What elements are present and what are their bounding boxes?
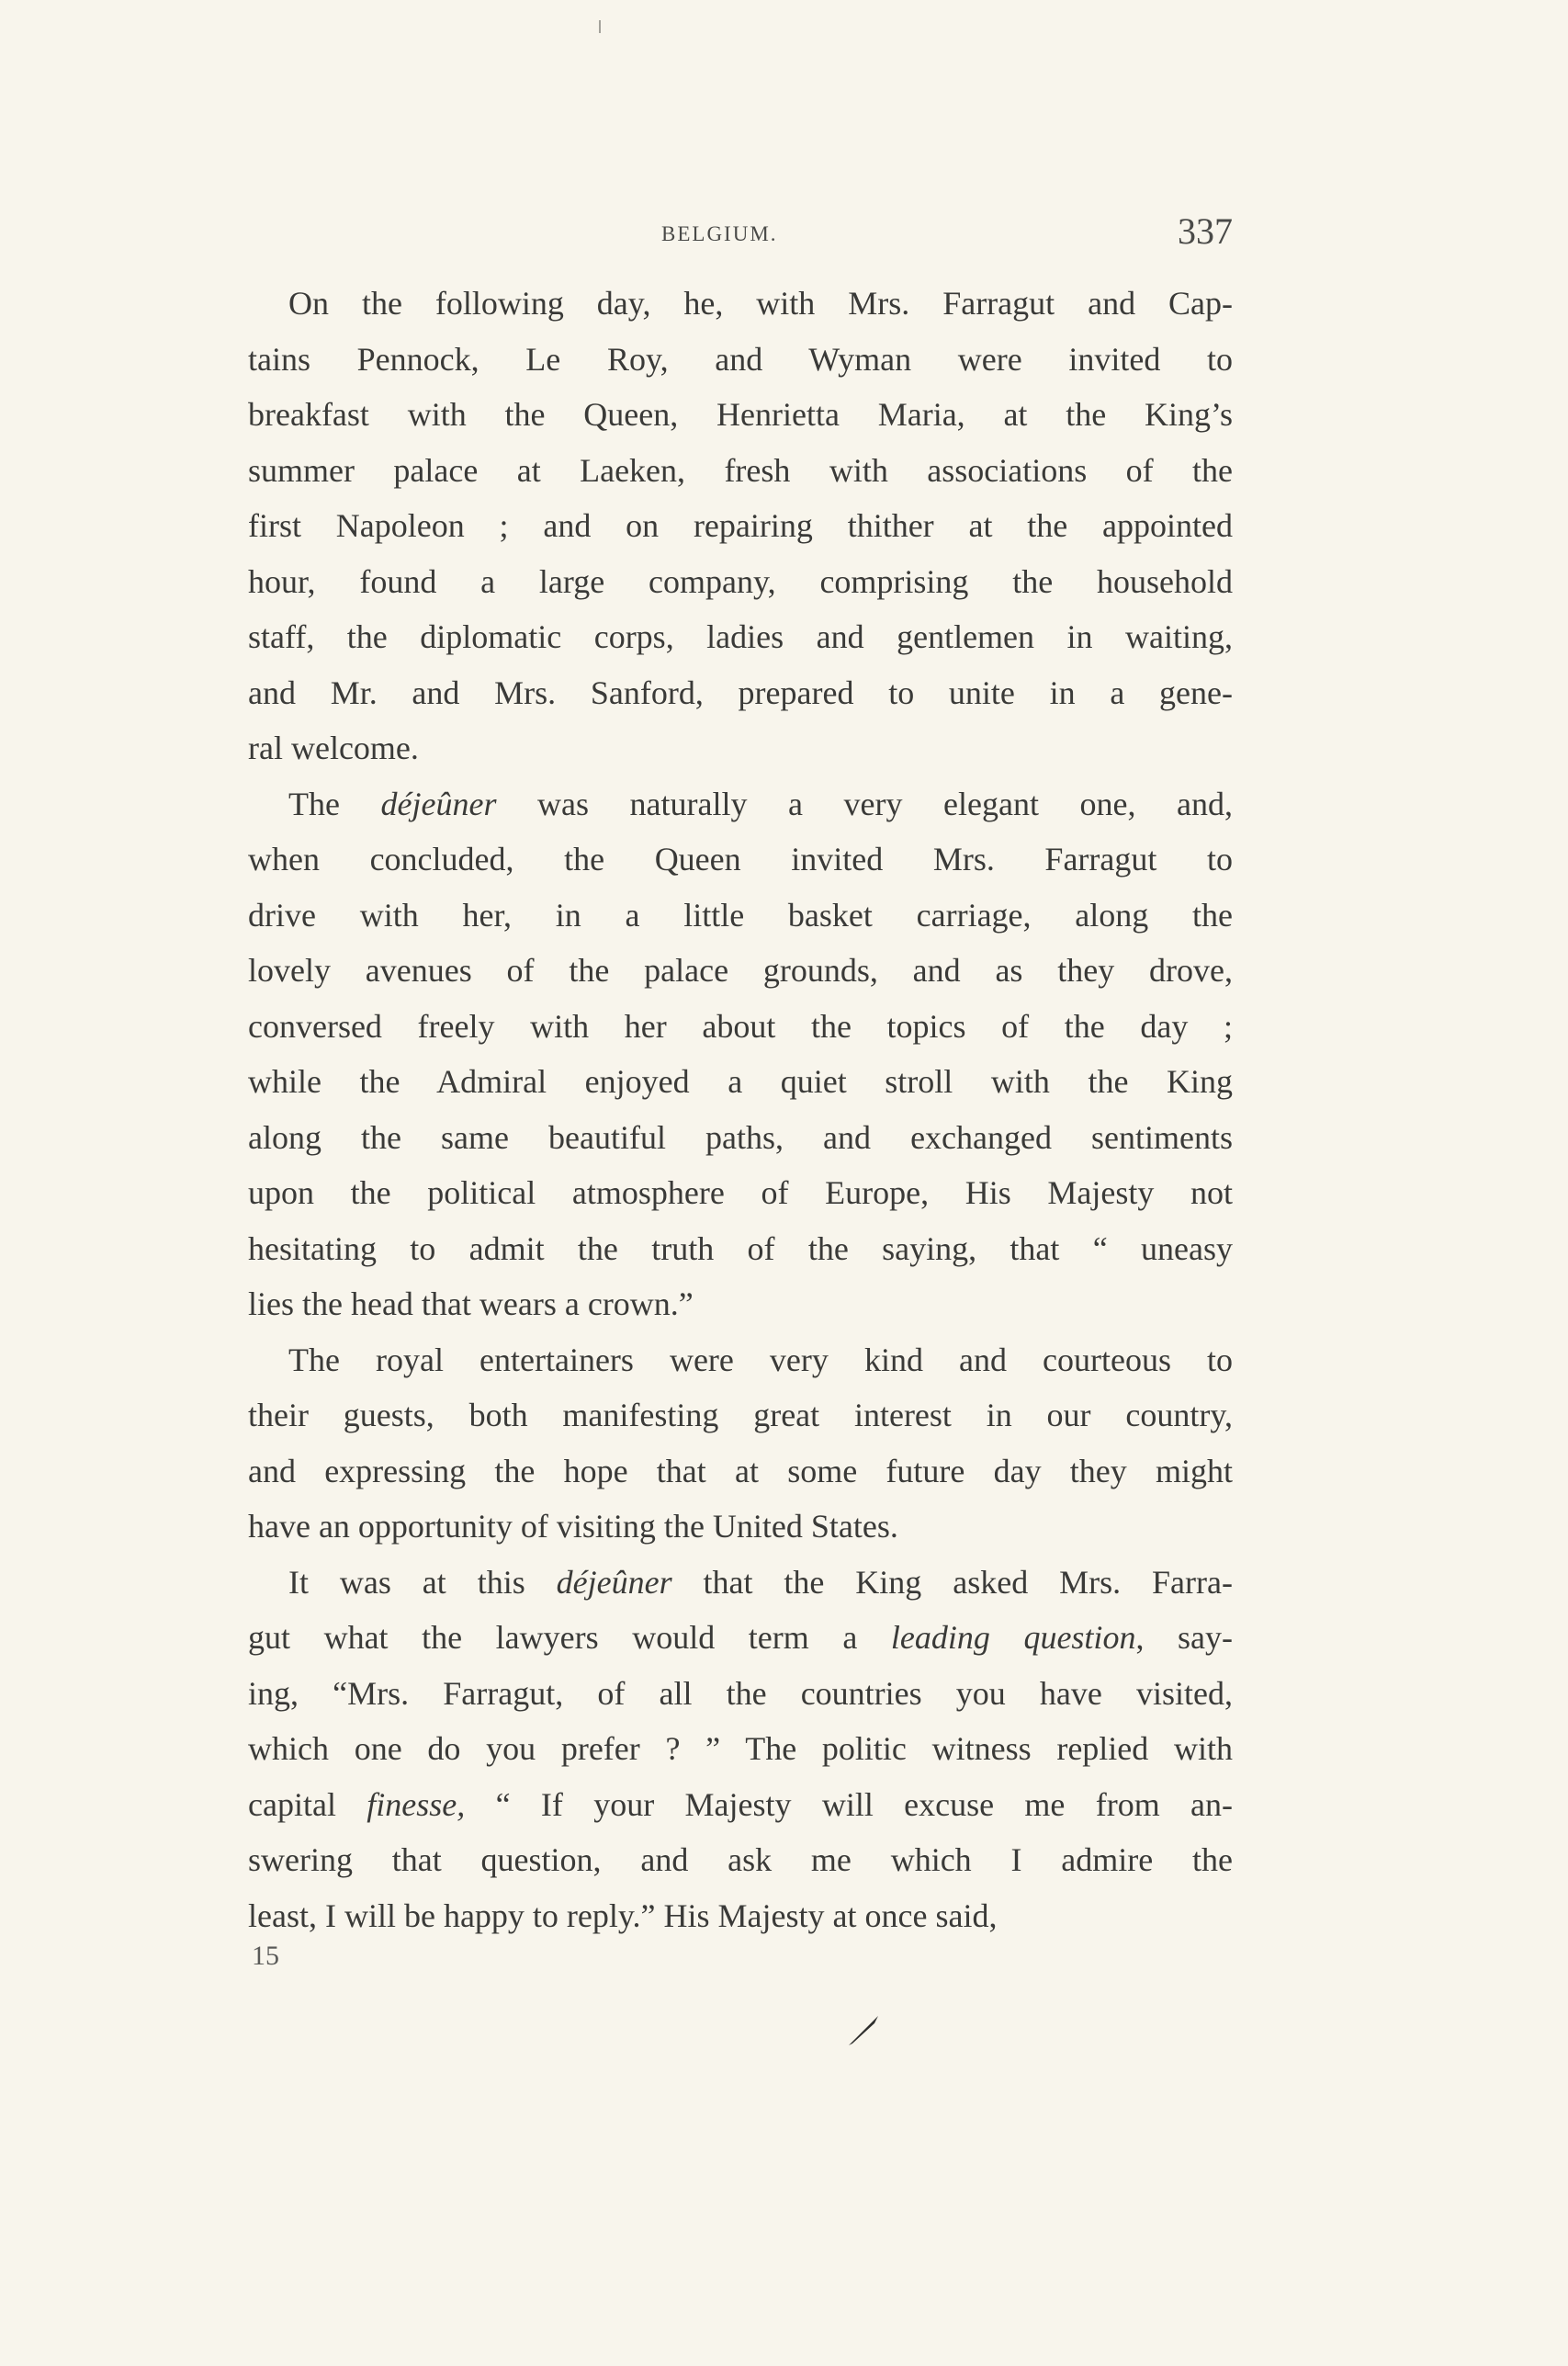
text-line: tains Pennock, Le Roy, and Wyman were invited to [248, 340, 1233, 378]
text-line: ral welcome. [248, 730, 419, 766]
pen-mark-icon [845, 2012, 882, 2049]
text-line: The royal entertainers were very kind and courteous to [288, 1341, 1233, 1378]
italic-text: leading question [890, 1619, 1136, 1656]
text-segment: that the King asked Mrs. Farra- [671, 1563, 1233, 1601]
text-line: hour, found a large company, comprising the household [248, 562, 1233, 600]
text-segment: The [288, 785, 381, 822]
ink-speck [599, 20, 601, 33]
text-line: upon the political atmosphere of Europe, His Majesty not [248, 1174, 1233, 1211]
text-segment: gut what the lawyers would term a [248, 1619, 891, 1656]
page-number: 337 [1178, 210, 1233, 252]
text-line: summer palace at Laeken, fresh with associations of the [248, 451, 1233, 489]
text-line [248, 1555, 1233, 1611]
text-line: have an opportunity of visiting the United States. [248, 1508, 898, 1545]
text-line: ing, “Mrs. Farragut, of all the countries you have visited, [248, 1674, 1233, 1712]
italic-text: déjeûner [556, 1563, 672, 1601]
text-line: first Napoleon ; and on repairing thither at the appointed [248, 507, 1233, 544]
text-line: and Mr. and Mrs. Sanford, prepared to unite in a gene- [248, 674, 1233, 711]
text-line: their guests, both manifesting great interest in our country, [248, 1397, 1233, 1433]
text-line: along the same beautiful paths, and exchanged sentiments [248, 1118, 1233, 1156]
text-line: staff, the diplomatic corps, ladies and gentlemen in waiting, [248, 618, 1233, 655]
paragraph [248, 776, 1233, 1332]
text-line: swering that question, and ask me which I admire the [248, 1841, 1233, 1878]
signature-mark: 15 [252, 1941, 279, 1971]
text-line [248, 1777, 1233, 1833]
text-segment: “ If your Majesty will excuse me from an- [465, 1785, 1233, 1823]
text-line: while the Admiral enjoyed a quiet stroll with the King [248, 1063, 1233, 1100]
italic-text: finesse, [367, 1785, 466, 1823]
text-line [248, 1610, 1233, 1666]
text-segment: , say- [1135, 1619, 1234, 1656]
paragraph [248, 276, 1233, 776]
text-line [248, 776, 1233, 832]
running-head: BELGIUM. [661, 222, 778, 245]
text-line: lovely avenues of the palace grounds, and as they drove, [248, 952, 1233, 989]
text-segment: was naturally a very elegant one, and, [496, 785, 1234, 822]
page-header [248, 209, 1233, 265]
text-line: least, I will be happy to reply.” His Majesty at once said, [248, 1896, 998, 1934]
text-line: drive with her, in a little basket carriage, along the [248, 896, 1233, 934]
text-line: which one do you prefer ? ” The politic witness replied with [248, 1730, 1233, 1767]
paragraph [248, 1332, 1233, 1555]
text-line: lies the head that wears a crown.” [248, 1285, 694, 1322]
text-line: and expressing the hope that at some future day they might [248, 1452, 1233, 1489]
text-line: when concluded, the Queen invited Mrs. Farragut to [248, 841, 1233, 877]
italic-text: déjeûner [380, 785, 497, 822]
text-segment: capital [248, 1785, 367, 1823]
text-segment: It was at this [288, 1563, 557, 1601]
text-line: breakfast with the Queen, Henrietta Maria, at the King’s [248, 396, 1233, 433]
text-line: conversed freely with her about the topics of the day ; [248, 1007, 1233, 1045]
body-text [248, 276, 1233, 1943]
paragraph [248, 1555, 1233, 1944]
text-line: hesitating to admit the truth of the saying, that “ uneasy [248, 1229, 1233, 1267]
text-line: On the following day, he, with Mrs. Farragut and Cap- [288, 285, 1233, 322]
